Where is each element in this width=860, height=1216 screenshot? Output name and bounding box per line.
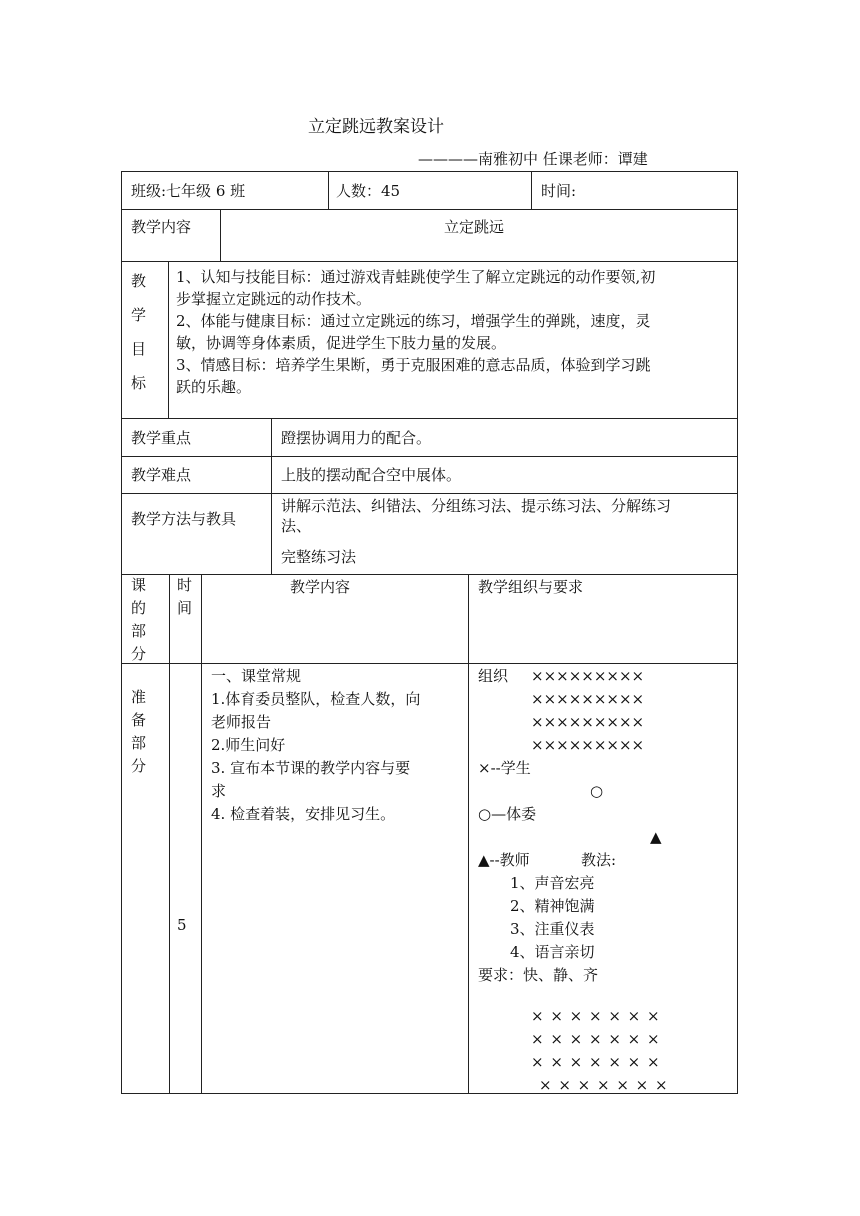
teacher-legend: ▲--教师 (478, 851, 530, 869)
org-label: 组织 (478, 667, 509, 685)
requirement: 要求：快、静、齐 (478, 966, 599, 984)
methods-label: 教学方法与教具 (131, 510, 237, 528)
difficulty-label: 教学难点 (131, 466, 192, 484)
page-subtitle: ————南雅初中 任课老师：谭建 (418, 150, 648, 168)
formation-row: × × × × × × × (539, 1076, 668, 1094)
student-row: ××××××××× (531, 713, 645, 731)
method-item: 3、注重仪表 (510, 920, 595, 938)
difficulty-value: 上肢的摆动配合空中展体。 (281, 466, 462, 484)
method-label: 教法: (581, 851, 617, 869)
content-value: 立定跳远 (444, 218, 505, 236)
monitor-legend: ○—体委 (478, 805, 537, 823)
student-row: ××××××××× (531, 690, 645, 708)
lesson-content-header: 教学内容 (290, 578, 351, 596)
time-field: 时间: (541, 182, 577, 200)
class-field: 班级:七年级 6 班 (131, 182, 246, 200)
formation-row: × × × × × × × (531, 1007, 660, 1025)
content-label: 教学内容 (131, 218, 192, 236)
method-item: 4、语言亲切 (510, 943, 595, 961)
student-row: ××××××××× (531, 736, 645, 754)
page-title: 立定跳远教案设计 (308, 117, 444, 137)
method-item: 2、精神饱满 (510, 897, 595, 915)
student-legend: ×--学生 (478, 759, 531, 777)
monitor-marker: ○ (590, 782, 604, 800)
key-point-value: 蹬摆协调用力的配合。 (281, 429, 432, 447)
teacher-marker: ▲ (650, 828, 662, 846)
prep-time: 5 (177, 916, 187, 934)
student-count-field: 人数：45 (336, 182, 401, 200)
formation-row: × × × × × × × (531, 1030, 660, 1048)
lesson-org-header: 教学组织与要求 (478, 578, 584, 596)
method-item: 1、声音宏亮 (510, 874, 595, 892)
student-row: ××××××××× (531, 667, 645, 685)
key-point-label: 教学重点 (131, 429, 192, 447)
formation-row: × × × × × × × (531, 1053, 660, 1071)
